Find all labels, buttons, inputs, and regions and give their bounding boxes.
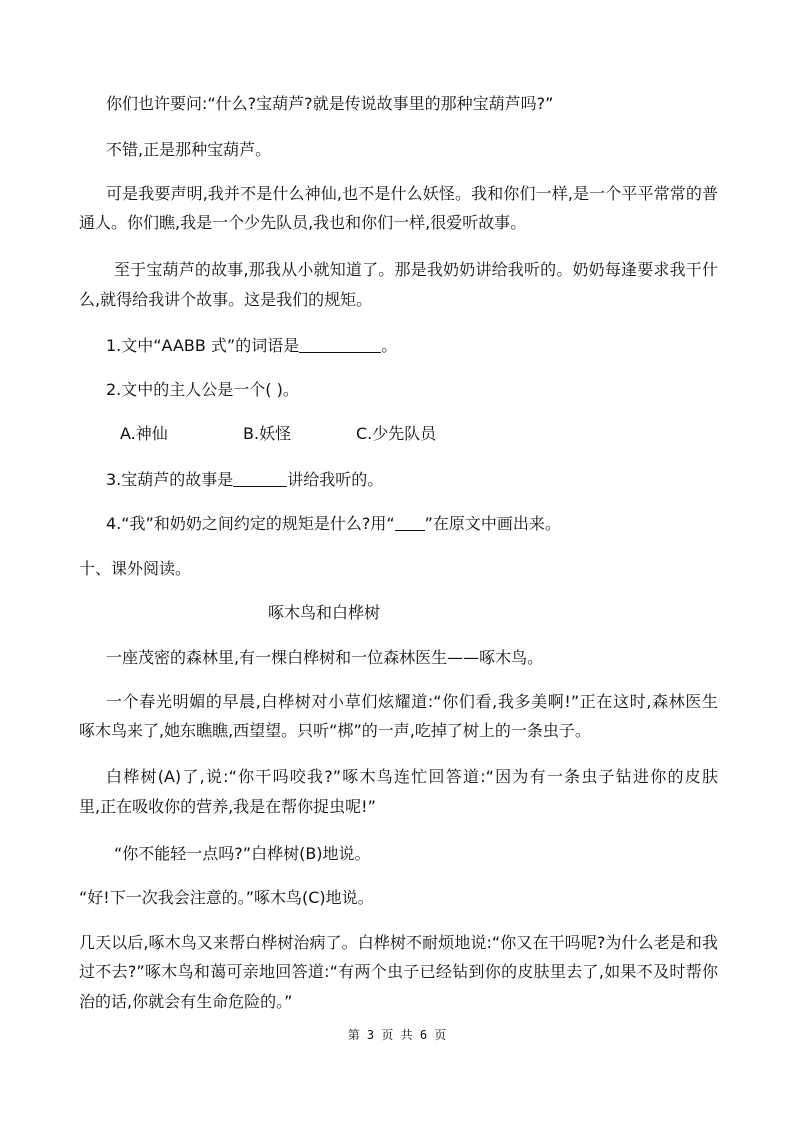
option-c: C.少先队员 [356,424,437,443]
paragraph: 不错,正是那种宝葫芦。 [106,140,272,159]
question-text: ”在原文中画出来。 [424,514,561,533]
paragraph: 白桦树(A)了,说:“你干吗咬我?”啄木鸟连忙回答道:“因为有一条虫子钻进你的皮肤 [106,767,718,786]
question-4 [106,514,561,534]
option-b: B.妖怪 [243,424,292,443]
paragraph: 啄木鸟来了,她东瞧瞧,西望望。只听“梆”的一声,吃掉了树上的一条虫子。 [79,721,591,740]
question-text: 讲给我听的。 [287,470,384,489]
paragraph: 治的话,你就会有生命危险的。” [79,992,293,1011]
question-1 [106,336,397,356]
option-a: A.神仙 [120,424,168,443]
section-heading: 十、课外阅读。 [79,559,192,578]
paragraph: 里,正在吸收你的营养,我是在帮你捉虫呢!” [79,797,376,816]
paragraph: “你不能轻一点吗?”白桦树(B)地说。 [114,844,371,863]
question-text: 1.文中“AABB 式”的词语是 [106,336,300,355]
paragraph: 几天以后,啄木鸟又来帮白桦树治病了。白桦树不耐烦地说:“你又在干吗呢?为什么老是和我 [79,933,718,952]
question-3 [106,470,383,490]
paragraph: 你们也许要问:“什么?宝葫芦?就是传说故事里的那种宝葫芦吗?” [106,94,554,113]
underline-sample [395,514,425,531]
paragraph: 可是我要声明,我并不是什么神仙,也不是什么妖怪。我和你们一样,是一个平平常常的普 [106,184,718,203]
paragraph: 一个春光明媚的早晨,白桦树对小草们炫耀道:“你们看,我多美啊!”正在这时,森林医生 [106,692,718,711]
answer-blank [299,336,381,353]
paragraph: 通人。你们瞧,我是一个少先队员,我也和你们一样,很爱听故事。 [79,213,527,232]
question-text: 。 [381,336,398,355]
paragraph: 至于宝葫芦的故事,那我从小就知道了。那是我奶奶讲给我听的。奶奶每逢要求我干什 [114,260,718,279]
paragraph: 么,就得给我讲个故事。这是我们的规矩。 [79,290,373,309]
question-text: 3.宝葫芦的故事是 [106,470,234,489]
paragraph: 过不去?”啄木鸟和蔼可亲地回答道:“有两个虫子已经钻到你的皮肤里去了,如果不及时帮你 [79,962,718,981]
question-2: 2.文中的主人公是一个( )。 [106,380,299,399]
page-number: 第 3 页 共 6 页 [347,1028,447,1042]
passage-title: 啄木鸟和白桦树 [268,603,381,622]
paragraph: 一座茂密的森林里,有一棵白桦树和一位森林医生——啄木鸟。 [106,648,544,667]
answer-blank [233,470,287,487]
paragraph: “好!下一次我会注意的。”啄木鸟(C)地说。 [79,888,374,907]
question-text: 4.“我”和奶奶之间约定的规矩是什么?用“ [106,514,395,533]
